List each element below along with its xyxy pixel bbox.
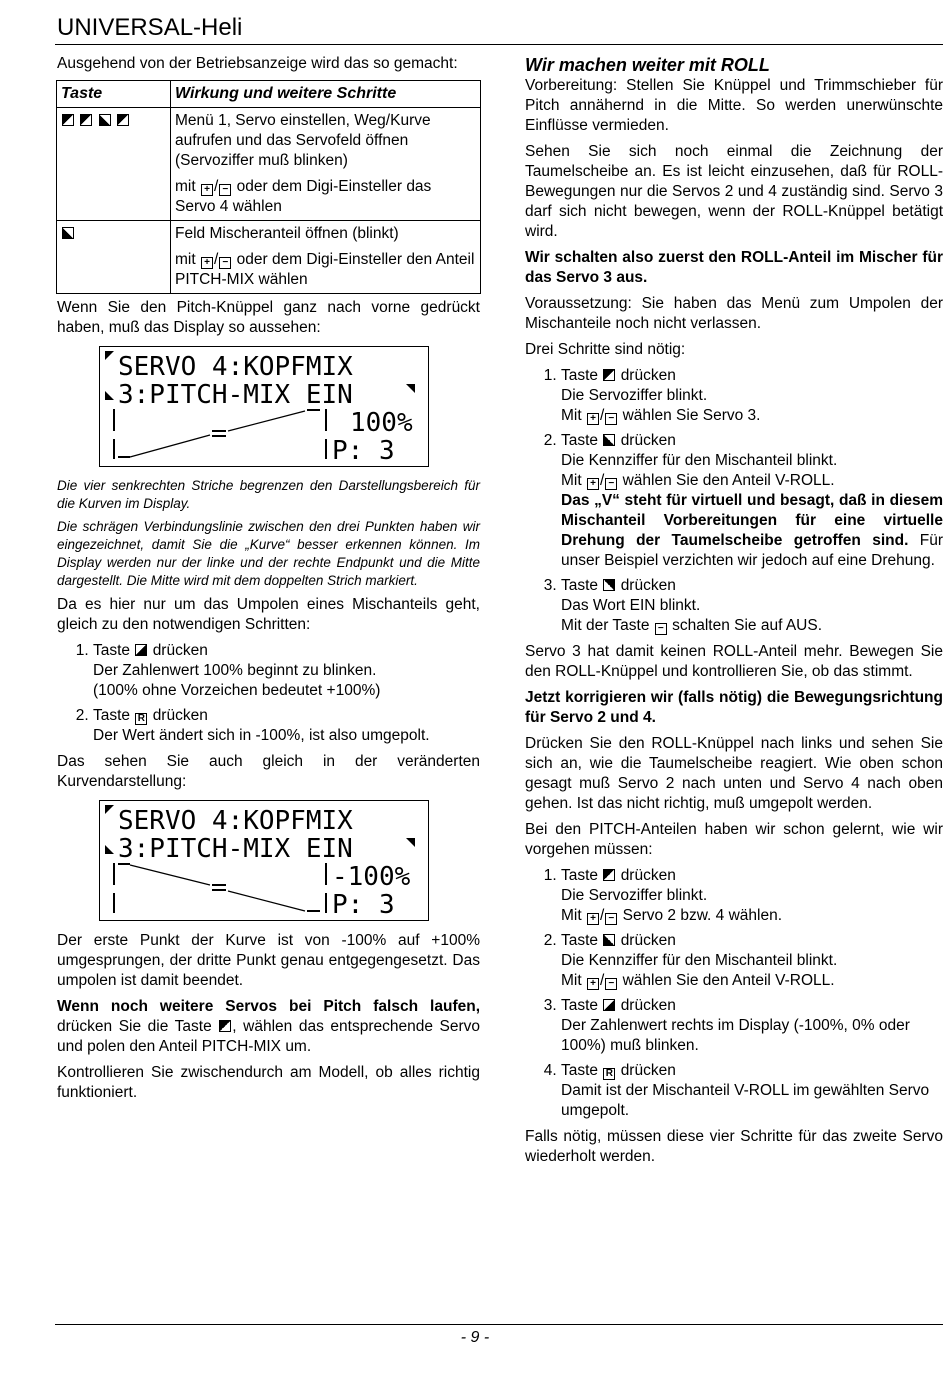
- table-header-key: Taste: [57, 81, 171, 108]
- key-bottom-left-icon: [62, 227, 74, 239]
- voraussetzung-text: Voraussetzung: Sie haben das Menü zum Umpolen der Mischanteile noch nicht verlassen.: [525, 295, 943, 332]
- plus-key-icon: +: [587, 413, 599, 425]
- row2-text-b: mit + / − oder dem Digi-Einsteller den Anteil PITCH-MIX wählen: [175, 251, 475, 288]
- key-top-right-icon: [603, 579, 615, 591]
- taumelscheibe-text: Sehen Sie sich noch einmal die Zeichnung der Taumelscheibe an. Es ist leicht einzusehen, daß für ROLL-Bewegungen nur die Servos 2 und 4 zuständig sind. Servo 3 darf sich nicht bewegen, wenn der ROLL-Knüppel betätigt wird.: [525, 143, 943, 240]
- row1-text-b: mit + / − oder dem Digi-Einsteller das Servo 4 wählen: [175, 178, 432, 215]
- key-top-left-icon: [603, 869, 615, 881]
- roll-off-text: Wir schalten also zuerst den ROLL-Anteil im Mischer für das Servo 3 aus.: [525, 249, 943, 286]
- korrigieren-text: Jetzt korrigieren wir (falls nötig) die Bewegungsrichtung für Servo 2 und 4.: [525, 689, 943, 726]
- page-number: - 9 -: [460, 1329, 490, 1346]
- plus-key-icon: +: [587, 478, 599, 490]
- plus-key-icon: +: [201, 257, 213, 269]
- minus-key-icon: −: [605, 413, 617, 425]
- key-top-left-icon: [603, 369, 615, 381]
- pitch-anteile-text: Bei den PITCH-Anteilen haben wir schon gelernt, wie wir vorgehen müssen:: [525, 821, 943, 858]
- drei-schritte-text: Drei Schritte sind nötig:: [525, 341, 686, 358]
- lcd1-value: 100%: [350, 408, 413, 438]
- lcd-display-2: [99, 800, 429, 921]
- umpolen-text: Da es hier nur um das Umpolen eines Mischanteils geht, gleich zu den notwendigen Schritten:: [57, 596, 480, 633]
- row2-text-a: Feld Mischeranteil öffnen (blinkt): [175, 225, 399, 242]
- minus-key-icon: −: [655, 623, 667, 635]
- lcd-display-1: [99, 346, 429, 467]
- plus-key-icon: +: [201, 184, 213, 196]
- table-row: [57, 221, 481, 294]
- kontroll-text: Kontrollieren Sie zwischendurch am Modell, ob alles richtig funktioniert.: [57, 1064, 480, 1101]
- section-heading: Wir machen weiter mit ROLL: [525, 55, 770, 75]
- table-row: [57, 108, 481, 221]
- key-icons: [57, 108, 171, 221]
- falls-text: Falls nötig, müssen diese vier Schritte für das zweite Servo wiederholt werden.: [525, 1128, 943, 1165]
- lcd1-p: P: 3: [332, 436, 395, 465]
- wenn-text: Wenn noch weitere Servos bei Pitch falsch laufen, drücken Sie die Taste , wählen das entsprechende Servo und polen den Anteil PITCH-MIX um.: [57, 998, 481, 1055]
- roll-steps-b: [525, 866, 943, 1121]
- erste-text: Der erste Punkt der Kurve ist von -100% auf +100% umgesprungen, der dritte Punkt genau entgegengesetzt. Das umpolen ist damit beendet.: [57, 932, 480, 989]
- key-bottom-left-icon: [99, 114, 111, 126]
- list-item: 1. Taste drücken Die Servoziffer blinkt. Mit + / − Servo 2 bzw. 4 wählen.: [561, 866, 943, 926]
- plus-key-icon: +: [587, 913, 599, 925]
- header-rule: [55, 44, 943, 45]
- key-top-left-icon: [80, 114, 92, 126]
- lcd2-line2: 3:PITCH-MIX EIN: [118, 834, 353, 864]
- key-bottom-left-icon: [603, 934, 615, 946]
- key-table: [56, 80, 481, 294]
- key-bottom-right-icon: [135, 644, 147, 656]
- list-item: 2. Taste drücken Die Kennziffer für den Mischanteil blinkt. Mit + / − wählen Sie den Anteil V-ROLL. Das „V“ steht für virtuell und besagt, daß in diesem Mischanteil Vorbereitungen für eine virtuelle Drehung der Taumelscheibe getroffen sind. Für unser Beispiel verzichten wir jedoch auf eine Drehung.: [561, 431, 943, 571]
- list-item: 1. Taste drücken Die Servoziffer blinkt. Mit + / − wählen Sie Servo 3.: [561, 366, 943, 426]
- key-bottom-right-icon: [603, 999, 615, 1011]
- caption-2: Die schrägen Verbindungslinie zwischen den drei Punkten haben wir eingezeichnet, damit Sie die „Kurve“ besser erkennen können. Im Display werden nur der linke und der rechte Endpunkt und die Mitte dargestellt. Die Mitte wird mit dem doppelten Strich markiert.: [57, 519, 480, 588]
- minus-key-icon: −: [219, 184, 231, 196]
- druecken-text: Drücken Sie den ROLL-Knüppel nach links und sehen Sie sich an, wie die Taumelscheibe reagiert. Wie oben schon gesagt muß Servo 2 nach unten und Servo 4 nach oben gehen. Ist das nicht richtig, muß umgepolt werden.: [525, 735, 943, 812]
- lcd2-value: -100%: [332, 862, 411, 892]
- row1-text-a: Menü 1, Servo einstellen, Weg/Kurve aufrufen und das Servofeld öffnen (Servoziffer muß blinken): [175, 112, 431, 169]
- lcd1-line1: SERVO 4:KOPFMIX: [118, 352, 353, 382]
- key-bottom-left-icon: [603, 434, 615, 446]
- right-column: [525, 54, 943, 1173]
- list-item: 4. Taste R drücken Damit ist der Mischanteil V-ROLL im gewählten Servo umgepolt.: [561, 1061, 943, 1121]
- list-item: 2. Taste drücken Die Kennziffer für den Mischanteil blinkt. Mit + / − wählen Sie den Anteil V-ROLL.: [561, 931, 943, 991]
- roll-steps-a: [525, 366, 943, 636]
- vorbereitung-text: Vorbereitung: Stellen Sie Knüppel und Trimmschieber für Pitch annähernd in die Mitte. So werden unerwünschte Einflüsse vermieden.: [525, 77, 943, 134]
- footer-rule: [55, 1324, 943, 1325]
- key-top-left-icon: [62, 114, 74, 126]
- left-column: [57, 54, 480, 1109]
- minus-key-icon: −: [605, 978, 617, 990]
- minus-key-icon: −: [605, 913, 617, 925]
- r-key-icon: R: [603, 1068, 615, 1080]
- umpolen-steps: [57, 641, 480, 746]
- caption-1: Die vier senkrechten Striche begrenzen den Darstellungsbereich für die Kurven im Display.: [57, 478, 480, 511]
- key-top-left-icon: [117, 114, 129, 126]
- list-item: 2. Taste R drücken Der Wert ändert sich in -100%, ist also umgepolt.: [93, 706, 480, 746]
- lcd2-p: P: 3: [332, 890, 395, 919]
- key-top-left-icon: [219, 1020, 231, 1032]
- intro-text: Ausgehend von der Betriebsanzeige wird das so gemacht:: [57, 55, 458, 72]
- r-key-icon: R: [135, 713, 147, 725]
- minus-key-icon: −: [219, 257, 231, 269]
- servo3-text: Servo 3 hat damit keinen ROLL-Anteil mehr. Bewegen Sie den ROLL-Knüppel und kontrollieren Sie, ob das stimmt.: [525, 643, 943, 680]
- plus-key-icon: +: [587, 978, 599, 990]
- table-header-effect: Wirkung und weitere Schritte: [171, 81, 481, 108]
- list-item: 3. Taste drücken Der Zahlenwert rechts im Display (-100%, 0% oder 100%) muß blinken.: [561, 996, 943, 1056]
- lcd2-line1: SERVO 4:KOPFMIX: [118, 806, 353, 836]
- lcd1-line2: 3:PITCH-MIX EIN: [118, 380, 353, 410]
- minus-key-icon: −: [605, 478, 617, 490]
- sehen-text: Das sehen Sie auch gleich in der veränderten Kurvendarstellung:: [57, 753, 480, 790]
- page-header: UNIVERSAL-Heli: [57, 14, 243, 41]
- list-item: 1. Taste drücken Der Zahlenwert 100% beginnt zu blinken. (100% ohne Vorzeichen bedeutet +100%): [93, 641, 480, 701]
- list-item: 3. Taste drücken Das Wort EIN blinkt. Mit der Taste − schalten Sie auf AUS.: [561, 576, 943, 636]
- push-text: Wenn Sie den Pitch-Knüppel ganz nach vorne gedrückt haben, muß das Display so aussehen:: [57, 299, 480, 336]
